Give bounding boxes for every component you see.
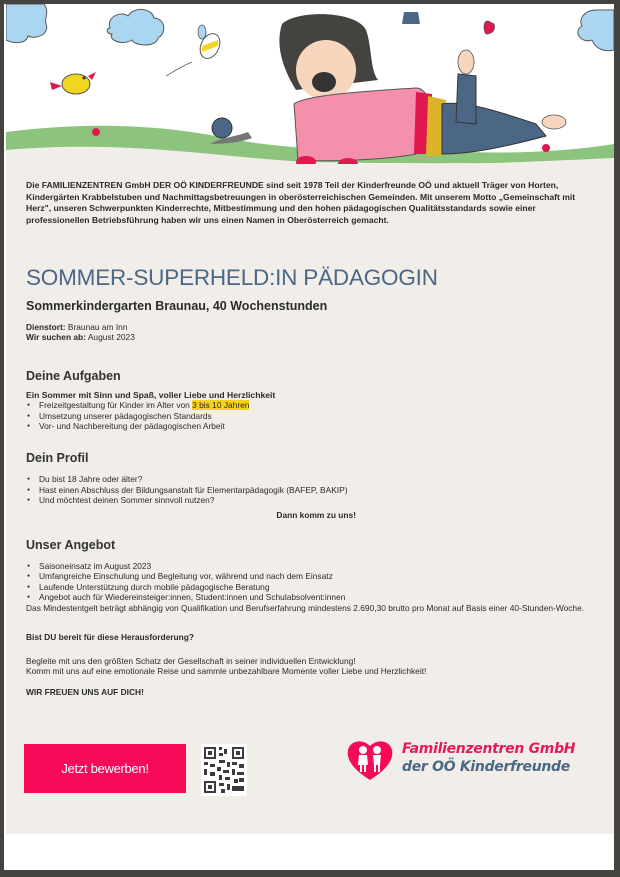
list-item: ● Angebot auch für Wiedereinsteiger:innen, Student:innen und Schulabsolvent:innen <box>39 592 596 602</box>
section-closing <box>26 632 596 698</box>
location-value: Braunau am Inn <box>67 321 128 332</box>
closing-question: Bist DU bereit für diese Herausforderung? <box>26 632 194 643</box>
job-ad-page <box>4 4 614 870</box>
logo-line-1: Familienzentren GmbH <box>402 741 576 757</box>
location-label: Dienstort: <box>26 321 66 332</box>
section-profil <box>26 451 596 520</box>
location-row <box>26 322 596 332</box>
apply-button[interactable]: Jetzt bewerben! <box>24 744 186 793</box>
age-range-highlight: 3 bis 10 Jahren <box>192 400 250 411</box>
hat-icon <box>402 12 420 24</box>
section-angebot <box>26 538 596 614</box>
section-heading: Deine Aufgaben <box>26 368 121 383</box>
company-logo <box>346 738 596 782</box>
start-value: August 2023 <box>87 331 135 342</box>
closing-line-2: Komm mit uns auf eine emotionale Reise und sammle unbezahlbare Momente voller Liebe und Herzlichkeit! <box>26 666 427 676</box>
flower-icon <box>92 128 100 136</box>
offer-list <box>26 561 596 603</box>
job-ad-content <box>26 180 596 698</box>
closing-signoff: WIR FREUEN UNS AUF DICH! <box>26 687 144 698</box>
list-item: ● Umfangreiche Einschulung und Begleitung vor, während und nach dem Einsatz <box>39 571 596 581</box>
salary-text: Das Mindestentgelt beträgt abhängig von Qualifikation und Berufserfahrung mindestens 2.690,30 brutto pro Monat auf Basis einer 40-Stunden-Woche. <box>26 602 585 613</box>
list-item: ● Umsetzung unserer pädagogischen Standards <box>39 411 596 421</box>
start-row <box>26 332 596 342</box>
hero-illustration <box>6 4 614 164</box>
start-label: Wir suchen ab: <box>26 331 86 342</box>
list-item: ● Und möchtest deinen Sommer sinnvoll nutzen? <box>39 495 596 505</box>
closing-line-1: Begleite mit uns den größten Schatz der Gesellschaft in seiner individuellen Entwicklung! <box>26 655 356 666</box>
job-meta <box>26 322 596 342</box>
qr-code[interactable] <box>201 744 247 796</box>
list-item: ● Du bist 18 Jahre oder älter? <box>39 474 596 484</box>
section-heading: Dein Profil <box>26 451 89 466</box>
profile-list <box>26 474 596 505</box>
flower-icon <box>542 144 550 152</box>
list-item-text: Freizeitgestaltung für Kinder im Alter von <box>39 400 193 411</box>
list-item: ● Hast einen Abschluss der Bildungsanstalt für Elementarpädagogik (BAFEP, BAKIP) <box>39 485 596 495</box>
list-item: ● Laufende Unterstützung durch mobile pädagogische Beratung <box>39 582 596 592</box>
job-subtitle: Sommerkindergarten Braunau, 40 Wochenstunden <box>26 298 328 313</box>
list-item: ● Vor- und Nachbereitung der pädagogischen Arbeit <box>39 421 596 431</box>
list-item <box>39 400 596 410</box>
task-list <box>26 400 596 431</box>
intro-paragraph: Die FAMILIENZENTREN GmbH DER OÖ KINDERFREUNDE sind seit 1978 Teil der Kinderfreunde OÖ und aktuell Träger von Horten, Kindergärten Krabbelstuben und Nachmittagsbetreuungen in oberösterreichischen Gemeinden. Mit unserem Motto „Gemeinschaft mit Herz", unseren Schwerpunkten Kinderrechte, Mitbestimmung und den hohen pädagogischen Qualitätsstandards sowie einer professionellen Betriebsführung haben wir uns einen Namen in Oberösterreich gemacht. <box>26 180 576 226</box>
section-lead: Ein Sommer mit Sinn und Spaß, voller Liebe und Herzlichkeit <box>26 389 276 400</box>
list-item: ● Saisoneinsatz im August 2023 <box>39 561 596 571</box>
profile-cta-text: Dann komm zu uns! <box>276 509 356 520</box>
heart-children-icon <box>346 738 394 782</box>
job-title: SOMMER-SUPERHELD:IN PÄDAGOGIN <box>26 264 438 290</box>
section-aufgaben <box>26 369 596 432</box>
section-heading: Unser Angebot <box>26 538 116 553</box>
job-ad-card <box>6 4 614 834</box>
logo-line-2: der OÖ Kinderfreunde <box>402 759 570 775</box>
